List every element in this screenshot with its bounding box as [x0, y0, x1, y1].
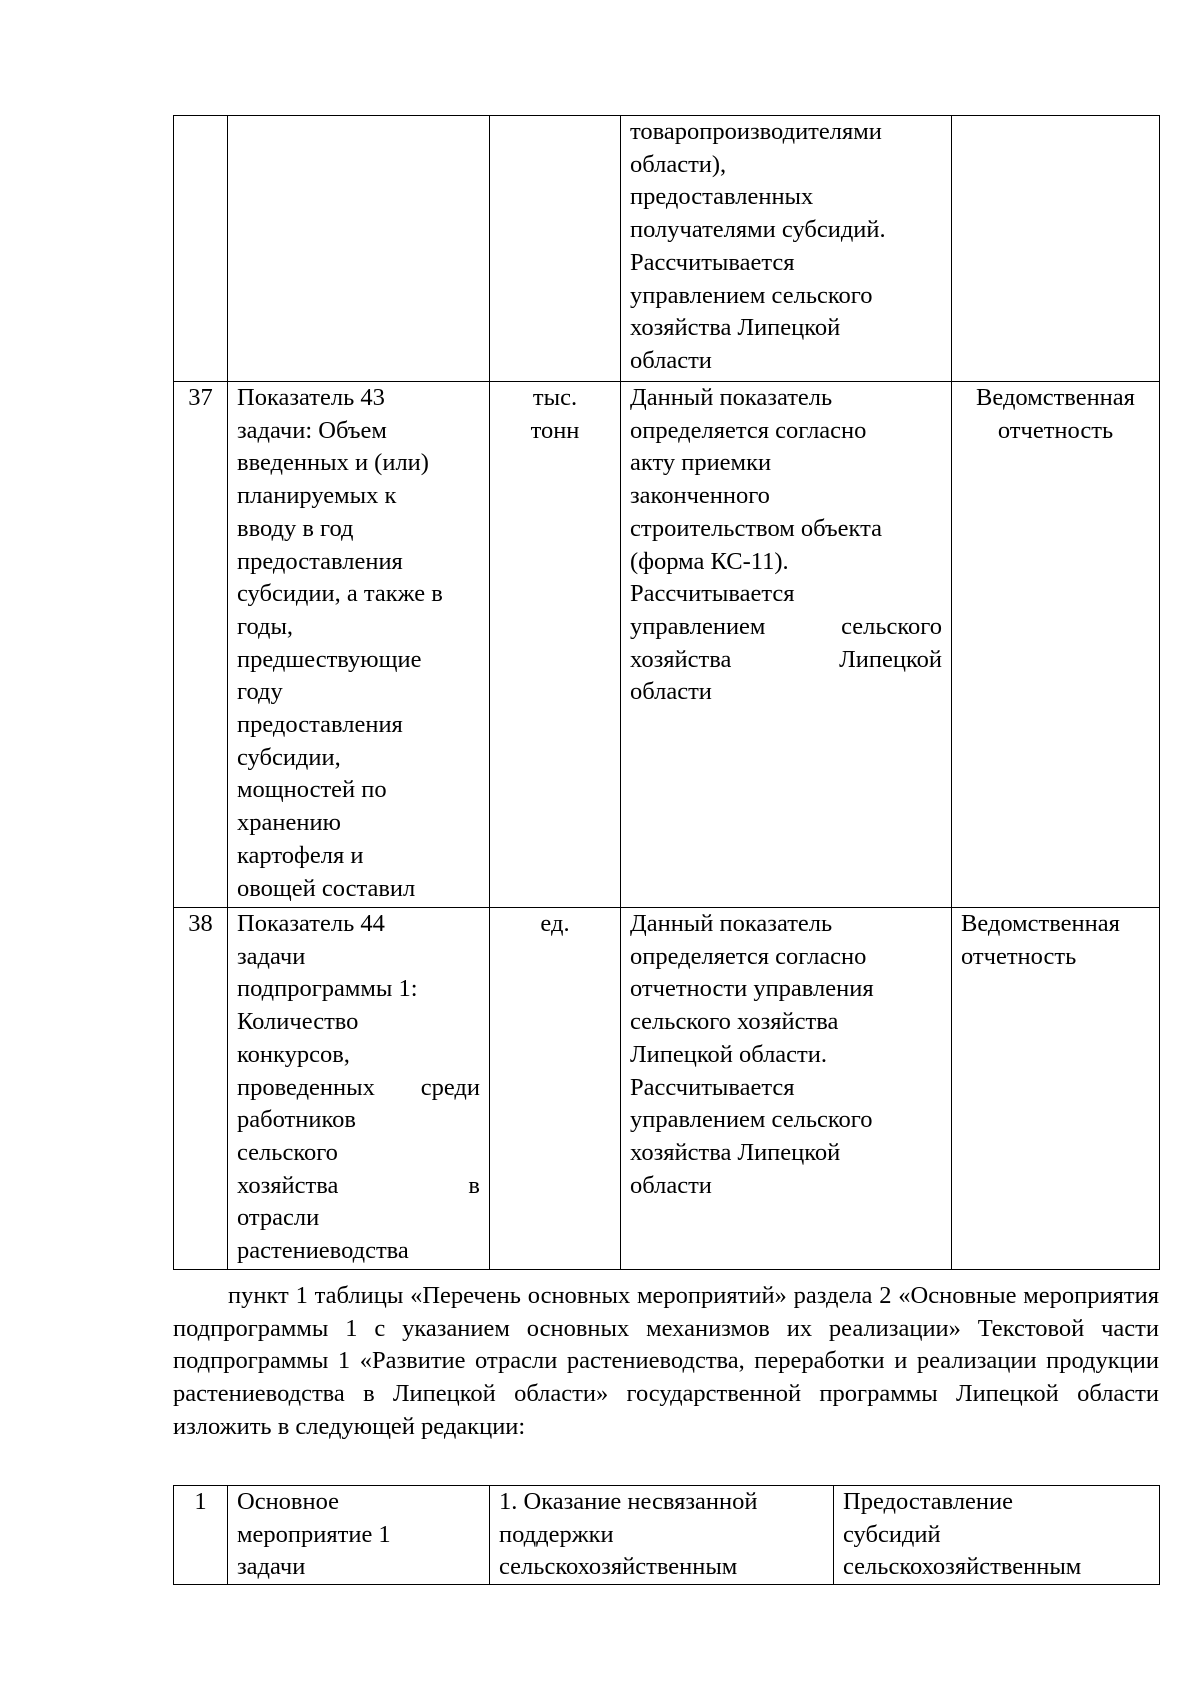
name-line: Показатель 44 [237, 910, 385, 937]
name-line: задачи [237, 942, 306, 970]
row-number-cell: 38 [174, 908, 228, 1270]
name-line: проведенных среди [237, 1073, 480, 1101]
table-row [174, 908, 1160, 1270]
method-line: Рассчитывается [630, 580, 795, 608]
activities-table [173, 1485, 1160, 1585]
name-line: подпрограммы 1: [237, 975, 418, 1003]
method-line: области [630, 678, 712, 706]
method-line: законченного [630, 482, 770, 510]
row-number-cell [174, 116, 228, 382]
table-row [174, 116, 1160, 382]
indicator-name-cell: Показатель 43 задачи: Объем введенных и (или) планируемых к вводу в год предоставления субсидии, а также в годы, предшествующие году предоставления субсидии, мощностей по хранению картофеля и овощей составил [228, 382, 490, 908]
name-line: работников [237, 1106, 356, 1134]
row-number-cell: 1 [174, 1486, 228, 1585]
indicators-table [173, 115, 1160, 1270]
method-line: Данный показатель [630, 384, 833, 411]
table-row [174, 1486, 1160, 1585]
indicator-name-cell [228, 116, 490, 382]
name-line: Количество [237, 1008, 359, 1036]
table-row [174, 382, 1160, 908]
source-cell [952, 116, 1160, 382]
method-line: управлением сельского [630, 612, 942, 640]
method-line: (форма КС-11). [630, 547, 789, 575]
unit-cell: тыс. тонн [490, 382, 621, 908]
unit-cell [490, 116, 621, 382]
source-cell: Ведомственная отчетность [952, 908, 1160, 1270]
method-line: определяется согласно [630, 416, 867, 444]
unit-cell: ед. [490, 908, 621, 1270]
method-cell: Данный показатель определяется согласно отчетности управления сельского хозяйства Липецкой области. Рассчитывается управлением сельского хозяйства Липецкой области [621, 908, 952, 1270]
method-line: хозяйства Липецкой [630, 645, 942, 673]
method-line: акту приемки [630, 449, 772, 477]
method-cell [621, 382, 952, 908]
name-line: конкурсов, [237, 1040, 350, 1068]
direction-cell: 1. Оказание несвязанной поддержки сельскохозяйственным [490, 1486, 834, 1585]
name-line: сельского [237, 1138, 338, 1166]
method-line: строительством объекта [630, 514, 882, 542]
name-line: хозяйства в [237, 1171, 480, 1199]
method-cell: товаропроизводителями области), предоставленных получателями субсидий. Рассчитывается управлением сельского хозяйства Липецкой области [621, 116, 952, 382]
source-cell: Ведомственная отчетность [952, 382, 1160, 908]
activity-name-cell: Основное мероприятие 1 задачи [228, 1486, 490, 1585]
mechanism-cell: Предоставление субсидий сельскохозяйственным [834, 1486, 1160, 1585]
row-number-cell: 37 [174, 382, 228, 908]
name-line: отрасли растениеводства [237, 1204, 409, 1265]
body-paragraph: пункт 1 таблицы «Перечень основных мероприятий» раздела 2 «Основные мероприятия подпрограммы 1 с указанием основных механизмов их реализации» Текстовой части подпрограммы 1 «Развитие отрасли растениеводства, переработки и реализации продукции растениеводства в Липецкой области» государственной программы Липецкой области изложить в следующей редакции: [173, 1282, 1159, 1440]
indicator-name-cell [228, 908, 490, 1270]
